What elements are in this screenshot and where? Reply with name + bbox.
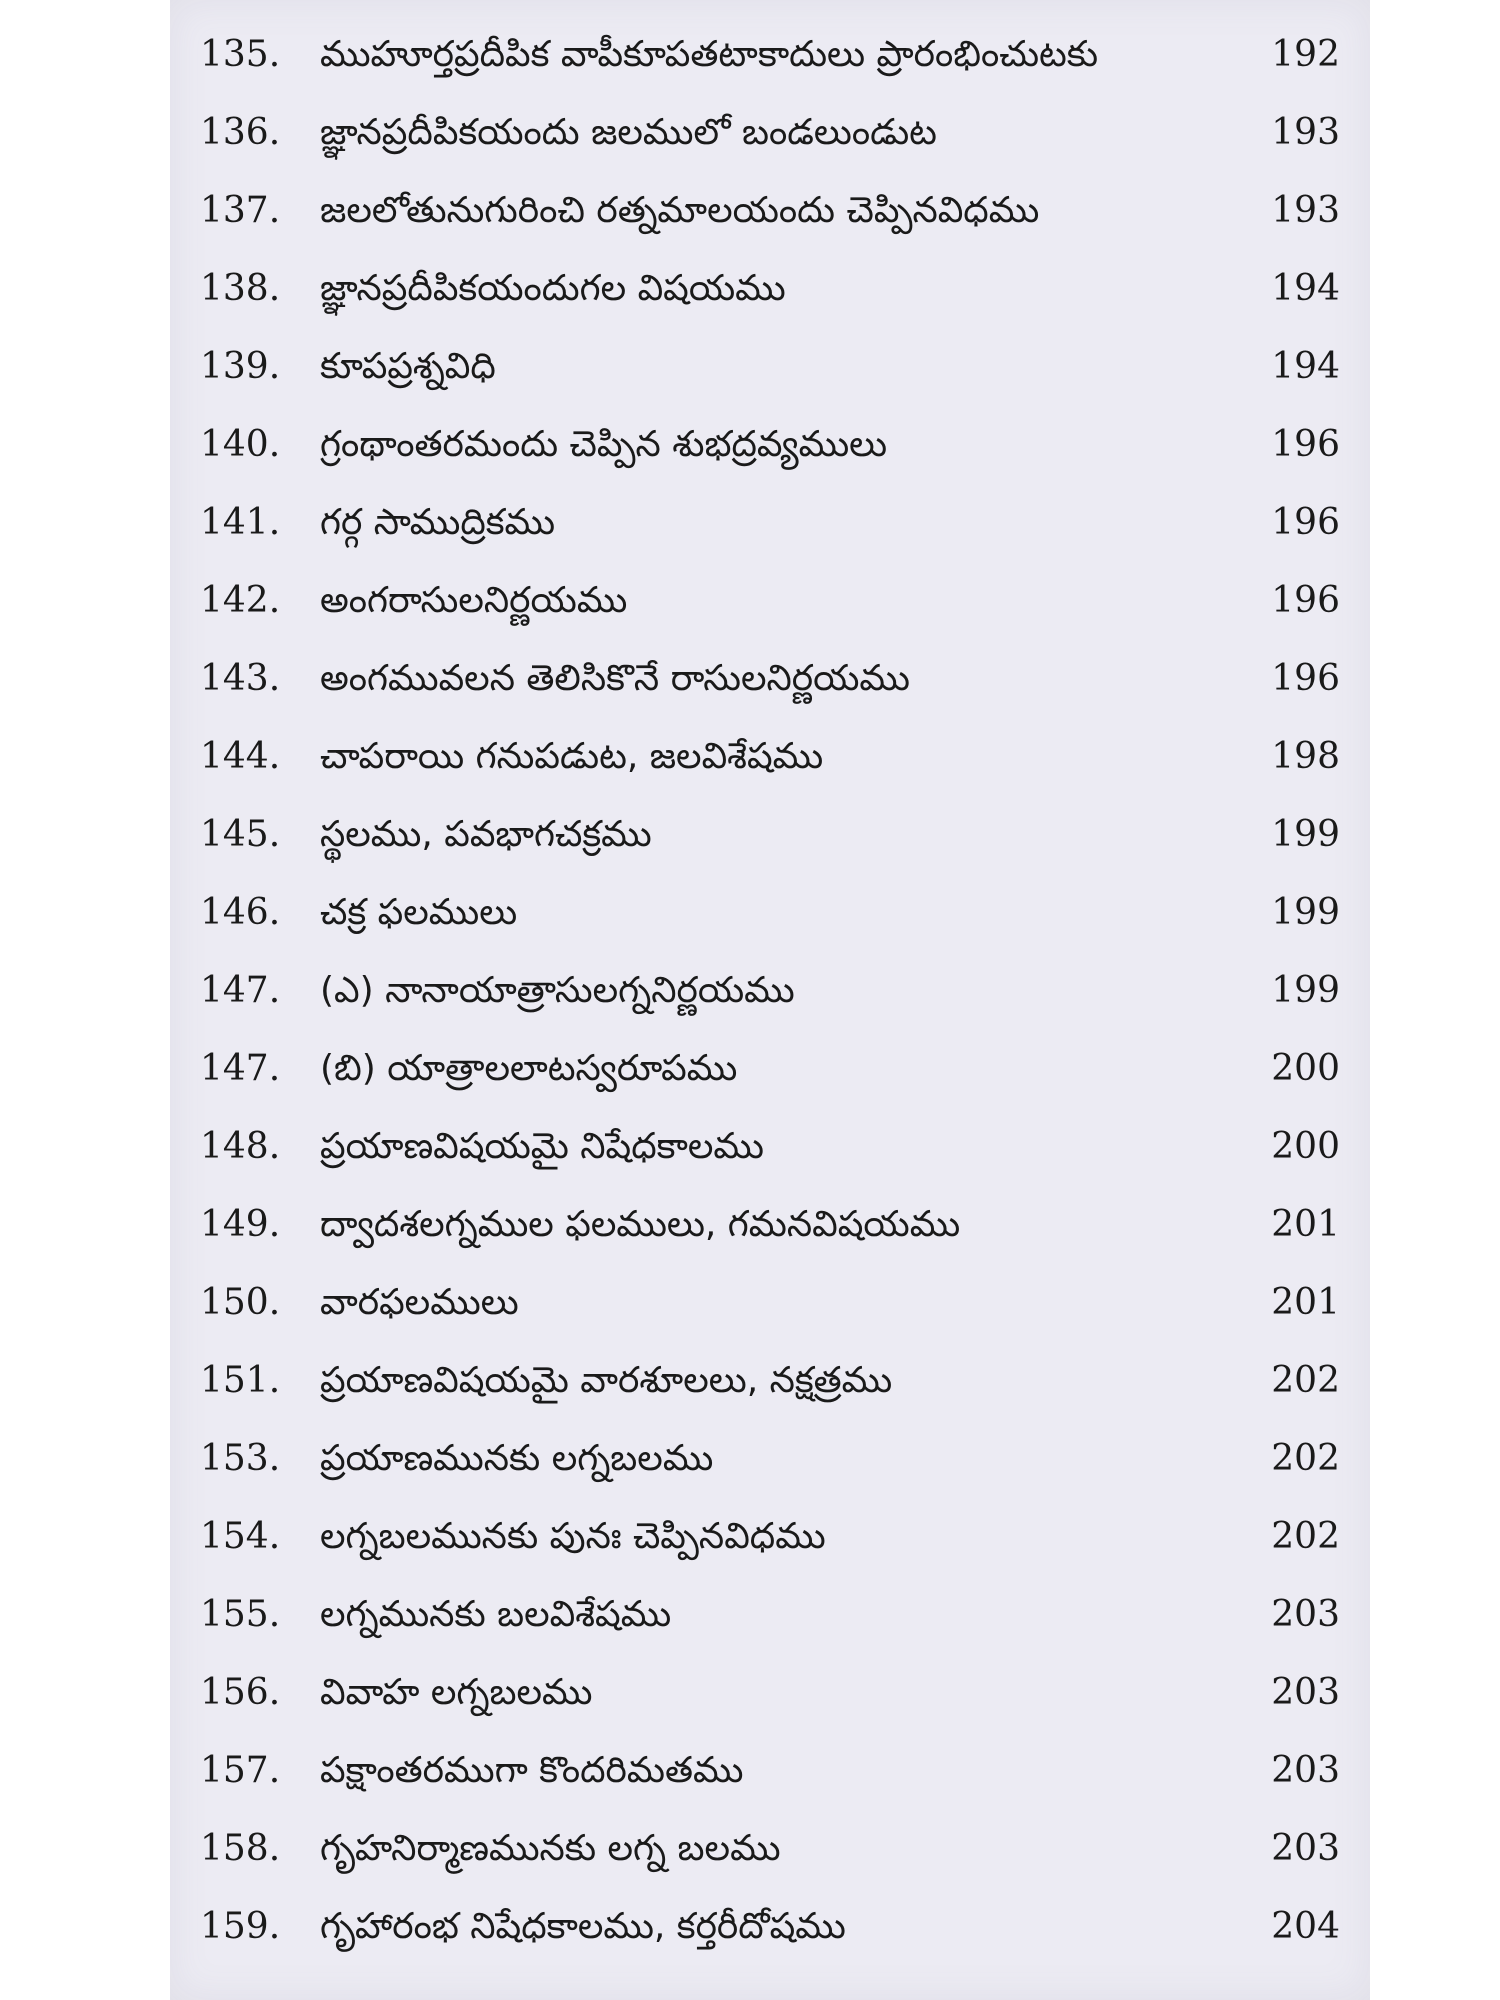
entry-title: జ్ఞానప్రదీపికయందు జలములో బండలుండుట (320, 112, 937, 153)
entry-page-number: 201 (1271, 1282, 1340, 1323)
toc-entry (170, 1810, 1370, 1888)
entry-page-number: 196 (1271, 580, 1340, 621)
entry-title: చక్ర ఫలములు (320, 892, 518, 933)
entry-title: ప్రయాణవిషయమై నిషేధకాలము (320, 1126, 764, 1167)
entry-number: 144. (200, 736, 281, 777)
toc-entry (170, 1498, 1370, 1576)
entry-page-number: 192 (1271, 34, 1340, 75)
entry-number: 151. (200, 1360, 281, 1401)
entry-title: అంగమువలన తెలిసికొనే రాసులనిర్ణయము (320, 658, 910, 699)
entry-page-number: 196 (1271, 658, 1340, 699)
entry-title: లగ్నబలమునకు పునః చెప్పినవిధము (320, 1516, 826, 1557)
entry-page-number: 200 (1271, 1126, 1340, 1167)
entry-title: గ్రంథాంతరమందు చెప్పిన శుభద్రవ్యములు (320, 424, 888, 465)
entry-page-number: 198 (1271, 736, 1340, 777)
toc-entry (170, 952, 1370, 1030)
entry-page-number: 202 (1271, 1438, 1340, 1479)
entry-page-number: 193 (1271, 112, 1340, 153)
entry-number: 147. (200, 970, 281, 1011)
entry-title: ముహూర్తప్రదీపిక వాపీకూపతటాకాదులు ప్రారంభించుటకు (320, 34, 1099, 75)
entry-number: 149. (200, 1204, 281, 1245)
entry-page-number: 203 (1271, 1828, 1340, 1869)
entry-page-number: 199 (1271, 892, 1340, 933)
entry-title: వారఫలములు (320, 1282, 519, 1323)
toc-entry (170, 874, 1370, 952)
entry-title: (ఎ) నానాయాత్రాసులగ్ననిర్ణయము (320, 970, 795, 1011)
entry-title: చాపరాయి గనుపడుట, జలవిశేషము (320, 736, 824, 777)
entry-number: 150. (200, 1282, 281, 1323)
entry-title: వివాహ లగ్నబలము (320, 1672, 593, 1713)
entry-title: స్థలము, పవభాగచక్రము (320, 814, 652, 855)
entry-number: 148. (200, 1126, 281, 1167)
entry-number: 146. (200, 892, 281, 933)
entry-title: ప్రయాణమునకు లగ్నబలము (320, 1438, 714, 1479)
entry-page-number: 201 (1271, 1204, 1340, 1245)
table-of-contents (170, 16, 1370, 1966)
toc-entry (170, 172, 1370, 250)
entry-title: అంగరాసులనిర్ణయము (320, 580, 628, 621)
entry-title: ప్రయాణవిషయమై వారశూలలు, నక్షత్రము (320, 1360, 893, 1401)
entry-page-number: 193 (1271, 190, 1340, 231)
entry-number: 145. (200, 814, 281, 855)
toc-entry (170, 796, 1370, 874)
toc-entry (170, 1420, 1370, 1498)
entry-title: గృహనిర్మాణమునకు లగ్న బలము (320, 1828, 781, 1869)
toc-entry (170, 640, 1370, 718)
toc-entry (170, 1264, 1370, 1342)
toc-entry (170, 1108, 1370, 1186)
toc-entry (170, 562, 1370, 640)
entry-page-number: 196 (1271, 424, 1340, 465)
entry-page-number: 202 (1271, 1516, 1340, 1557)
entry-number: 159. (200, 1906, 281, 1947)
toc-entry (170, 1654, 1370, 1732)
entry-page-number: 203 (1271, 1672, 1340, 1713)
entry-page-number: 199 (1271, 970, 1340, 1011)
entry-number: 143. (200, 658, 281, 699)
toc-entry (170, 328, 1370, 406)
document-page (170, 0, 1370, 2000)
entry-page-number: 202 (1271, 1360, 1340, 1401)
toc-entry (170, 1186, 1370, 1264)
entry-number: 139. (200, 346, 281, 387)
entry-number: 157. (200, 1750, 281, 1791)
entry-number: 153. (200, 1438, 281, 1479)
toc-entry (170, 94, 1370, 172)
entry-number: 140. (200, 424, 281, 465)
entry-page-number: 204 (1271, 1906, 1340, 1947)
entry-number: 135. (200, 34, 281, 75)
entry-page-number: 203 (1271, 1750, 1340, 1791)
entry-number: 147. (200, 1048, 281, 1089)
entry-page-number: 203 (1271, 1594, 1340, 1635)
entry-title: గృహారంభ నిషేధకాలము, కర్తరీదోషము (320, 1906, 846, 1947)
toc-entry (170, 484, 1370, 562)
entry-title: గర్గ సాముద్రికము (320, 502, 556, 543)
entry-page-number: 199 (1271, 814, 1340, 855)
toc-entry (170, 250, 1370, 328)
toc-entry (170, 1732, 1370, 1810)
toc-entry (170, 1030, 1370, 1108)
toc-entry (170, 1342, 1370, 1420)
entry-title: కూపప్రశ్నవిధి (320, 346, 496, 387)
entry-number: 142. (200, 580, 281, 621)
entry-number: 137. (200, 190, 281, 231)
toc-entry (170, 1888, 1370, 1966)
entry-title: (బి) యాత్రాలలాటస్వరూపము (320, 1048, 738, 1089)
entry-number: 138. (200, 268, 281, 309)
toc-entry (170, 1576, 1370, 1654)
entry-title: లగ్నమునకు బలవిశేషము (320, 1594, 672, 1635)
entry-page-number: 200 (1271, 1048, 1340, 1089)
entry-title: పక్షాంతరముగా కొందరిమతము (320, 1750, 744, 1791)
toc-entry (170, 718, 1370, 796)
entry-number: 141. (200, 502, 281, 543)
entry-page-number: 196 (1271, 502, 1340, 543)
entry-title: ద్వాదశలగ్నముల ఫలములు, గమనవిషయము (320, 1204, 961, 1245)
entry-number: 156. (200, 1672, 281, 1713)
entry-number: 158. (200, 1828, 281, 1869)
toc-entry (170, 16, 1370, 94)
entry-number: 136. (200, 112, 281, 153)
entry-page-number: 194 (1271, 268, 1340, 309)
entry-number: 154. (200, 1516, 281, 1557)
entry-title: జ్ఞానప్రదీపికయందుగల విషయము (320, 268, 786, 309)
entry-page-number: 194 (1271, 346, 1340, 387)
toc-entry (170, 406, 1370, 484)
entry-title: జలలోతునుగురించి రత్నమాలయందు చెప్పినవిధము (320, 190, 1040, 231)
entry-number: 155. (200, 1594, 281, 1635)
